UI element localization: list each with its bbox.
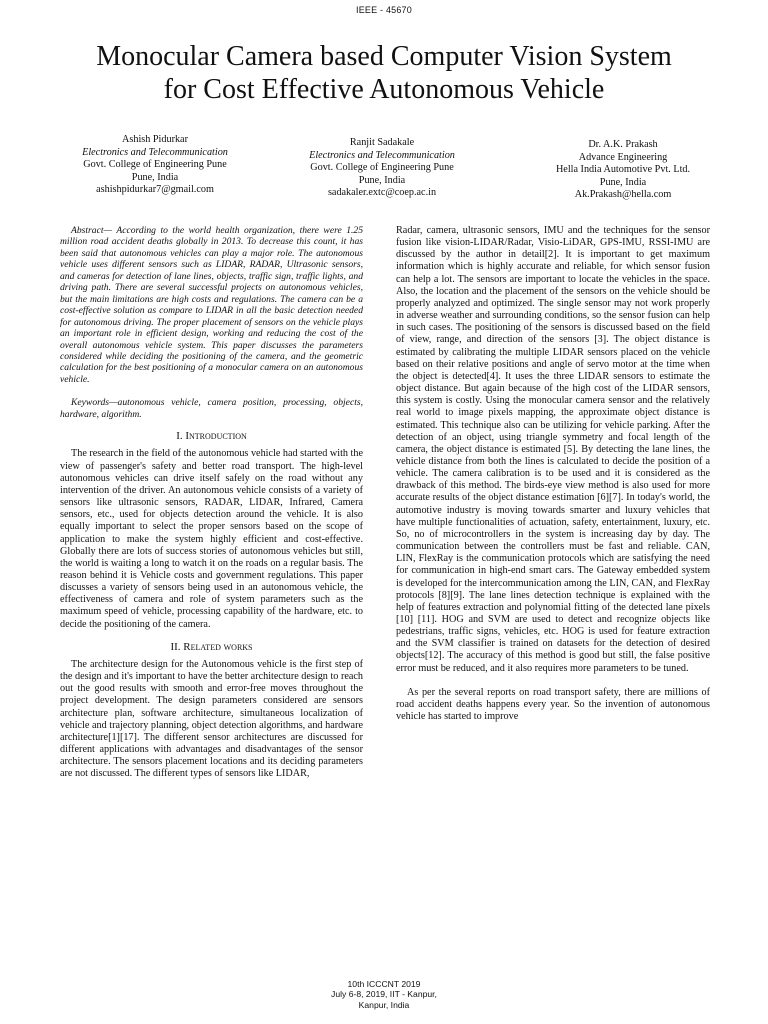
author-email: sadakaler.extc@coep.ac.in xyxy=(327,187,437,199)
author-email: Ak.Prakash@hella.com xyxy=(574,189,672,201)
author-block-2 xyxy=(267,137,497,200)
author-email: ashishpidurkar7@gmail.com xyxy=(96,184,214,196)
author-name: Dr. A.K. Prakash xyxy=(588,139,658,150)
abstract xyxy=(60,225,363,385)
conference-id: IEEE - 45670 xyxy=(356,5,412,15)
author-affiliation: Advance Engineering xyxy=(578,151,668,163)
author-org: Hella India Automotive Pvt. Ltd. xyxy=(555,164,691,176)
related-works-paragraph: The architecture design for the Autonomous vehicle is the first step of the design and it's important to have the better architecture design to reach out the good results with smooth and error-free moves throughout the project development. The design parameters considered are sensors architecture plan, software architecture, simultaneous localization of vehicle and trajectory planning, object detection algorithms, and hardware architecture[1][17]. The different sensor architectures are discussed for different applications with advantages and disadvantages of the sensor architecture. The sensors placement locations and its deciding parameters are not discussed. The different types of sensors like LIDAR, xyxy=(60,658,363,780)
author-org: Govt. College of Engineering Pune xyxy=(310,162,454,174)
paragraph-road-safety: As per the several reports on road transport safety, there are millions of road accident deaths happens every year. So the invention of autonomous vehicle has started to improve xyxy=(396,686,710,723)
right-column xyxy=(396,225,710,723)
author-org: Govt. College of Engineering Pune xyxy=(83,159,227,171)
intro-paragraph: The research in the field of the autonomous vehicle had started with the view of passenger's safety and better road transport. The high-level autonomous vehicles can drive itself safely on the road without any intervention of the driver. An autonomous vehicle consists of a variety of sensors like ultrasonic sensors, RADAR, LIDAR, Infrared, Camera sensors, etc., used for objects detection around the vehicle. It is also equally important to select the proper sensors based on the scope of application to make the system highly efficient and cost-effective. Globally there are lots of success stories of autonomous vehicles but still, the world is waiting a long to watch it on the roads on a regular basis. The reason behind it is Vehicle costs and government regulations. This paper discusses a variety of sensors being used in an autonomous vehicle, the effectiveness of camera and role of system parameters such as the maximum speed of vehicle, processing capability of the hardware, etc. to decide the positioning of the camera. xyxy=(60,448,363,630)
keywords-text: Keywords—autonomous vehicle, camera position, processing, objects, hardware, algorithm. xyxy=(60,397,363,420)
footer-location: Kanpur, India xyxy=(358,999,410,1010)
author-location: Pune, India xyxy=(599,176,647,188)
section-heading-related-works: II. Related works xyxy=(170,640,253,653)
author-affiliation: Electronics and Telecommunication xyxy=(82,146,228,158)
author-location: Pune, India xyxy=(358,174,406,186)
paper-title xyxy=(30,40,738,106)
author-name: Ranjit Sadakale xyxy=(349,137,415,148)
footer-date: July 6-8, 2019, IIT - Kanpur, xyxy=(331,989,437,1000)
author-block-1 xyxy=(40,134,270,197)
footer-conference: 10th ICCCNT 2019 xyxy=(347,979,421,989)
abstract-text: Abstract— According to the world health organization, there were 1.25 million road accident deaths globally in 2013. To decrease this count, it has been said that autonomous vehicles can play a major role. The autonomous vehicle uses different sensors such as LIDAR, RADAR, Ultrasonic sensors, and cameras for detection of lane lines, objects, traffic sign, traffic lights, and driving path. There are several successful projects on autonomous vehicles, but the main limitations are high costs and regulations. The camera can be a cost-effective solution as compare to LIDAR in all the basic detection needed for autonomous driving. The proper placement of sensors on the vehicle plays an important role in efficient design, working and reducing the cost of the overall autonomous vehicle system. This paper discusses the parameters considered while deciding the positioning of the camera, and the geometric calculation for the best positioning of a monocular camera on an autonomous vehicle. xyxy=(60,225,363,385)
left-column xyxy=(60,225,363,780)
title-line-2: for Cost Effective Autonomous Vehicle xyxy=(163,74,605,105)
author-affiliation: Electronics and Telecommunication xyxy=(309,149,455,161)
section-heading-introduction: I. Introduction xyxy=(176,430,247,443)
page-footer xyxy=(0,979,768,1010)
author-block-3 xyxy=(508,139,738,202)
title-line-1: Monocular Camera based Computer Vision System xyxy=(96,41,672,72)
author-location: Pune, India xyxy=(131,171,179,183)
author-name: Ashish Pidurkar xyxy=(122,134,188,145)
keywords xyxy=(60,397,363,420)
related-works-continued: Radar, camera, ultrasonic sensors, IMU and the techniques for the sensor fusion like vision-LIDAR/Radar, Visio-LiDAR, GPS-IMU, RSSI-IMU are discussed by the author in detail[2]. It is important to get maximum information which is highly accurate and reliable, for which sensor fusion can help a lot. The sensors are important to locate the vehicles in the space. Also, the location and the placement of the sensors on the vehicle should be properly analyzed and optimized. The single sensor may not work properly in adverse weather and surrounding conditions, so the sensor fusion can help in such cases. The positioning of the sensors is discussed based on the field of view, range, and direction of the sensors [3]. The object distance is estimated by calibrating the multiple LIDAR sensors placed on the vehicle based on their relative positions and angle of servo motor at the time when the object is detected[4]. It uses the three LIDAR sensors to estimate the object distance. But again because of the high cost of the LIDAR sensors, this system is costly. Using the monocular camera sensor and the relatively real world to image pixels mapping, the approximate object distance is estimated. This technique also can be utilizing for vehicle parking. After the detection of an object, using triangle symmetry and focal length of the camera, the object distance is estimated [5]. By detecting the lane lines, the vehicle distance from both the lines is calculated to decide the position of a vehicle. The camera calibration is to be used and it is considered as the drawback of this method. The birds-eye view method is also used for more accurate results of the object distance estimation [6][7]. In today's world, the automotive industry is moving towards smarter and luxury vehicles that have multiple functionalities of actuation, safety, entertainment, luxury, etc. So, no of microcontrollers in the system is increasing day by day. The communication between the controllers must be fast and reliable. CAN, LIN, FlexRay is the communication protocols which are satisfying the need for communication in high-end smart cars. The Gateway embedded system is developed for the intercommunication among the LIN, CAN, and FlexRay protocols [8][9]. The lane lines detection technique is explained with the help of features extraction and polynomial fitting of the detected lane pixels [10] [11]. HOG and SVM are used to detect and recognize objects like pedestrians, traffic signs, vehicles, etc. HOG is used for feature extraction and the SVM classifier is trained on datasets for the detection of desired objects[12]. The accuracy of this method is good but still, the false positive error must be reduced, and it also requires more parameters to be tuned. xyxy=(396,225,710,674)
